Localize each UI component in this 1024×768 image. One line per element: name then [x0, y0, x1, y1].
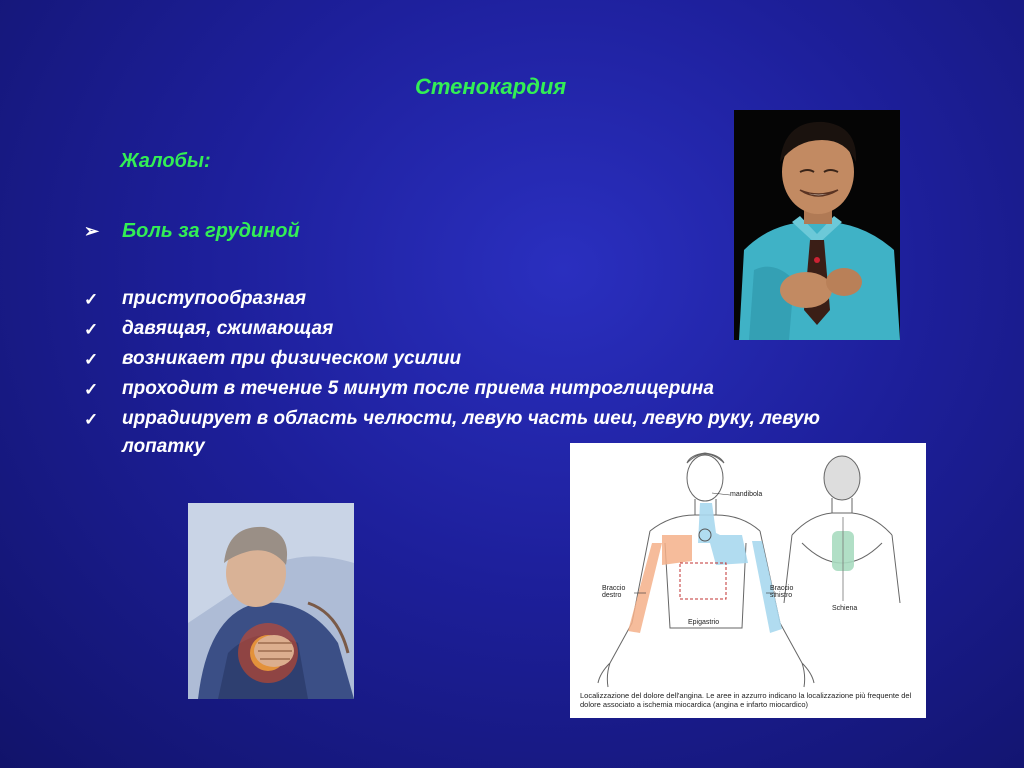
back-figure [784, 456, 900, 603]
list-item-text: иррадиирует в область челюсти, левую часть шеи, левую руку, левую лопатку [122, 408, 820, 457]
list-item-text: давящая, сжимающая [122, 318, 334, 339]
main-point-text: Боль за грудиной [122, 220, 300, 242]
angina-pain-diagram [570, 443, 926, 718]
arrow-bullet-icon: ➢ [84, 221, 100, 241]
list-item-text: приступообразная [122, 288, 307, 309]
label-mandibola: mandibola [730, 491, 763, 498]
slide-title: Стенокардия [415, 74, 567, 99]
list-item [84, 345, 904, 375]
list-item-text: проходит в течение 5 минут после приема нитроглицерина [122, 378, 714, 399]
main-point [84, 220, 300, 243]
checkmark-icon: ✓ [84, 410, 99, 429]
photo-man-chest-pain [734, 110, 900, 340]
label-braccio-sinistro: Braccio sinistro [770, 585, 794, 599]
slide-subtitle: Жалобы: [120, 150, 211, 172]
list-item [84, 375, 904, 405]
front-figure [598, 453, 814, 687]
diagram-caption: Localizzazione del dolore dell'angina. Le aree in azzurro indicano la localizzazione più frequente del dolore associato a ischemia miocardica (angina e infarto miocardico) [580, 691, 912, 709]
checkmark-icon: ✓ [84, 350, 99, 369]
label-braccio-destro: Braccio destro [602, 585, 626, 599]
label-schiena: Schiena [832, 605, 858, 612]
list-item-text: возникает при физическом усилии [122, 348, 462, 369]
label-epigastrio: Epigastrio [688, 619, 720, 626]
checkmark-icon: ✓ [84, 290, 99, 309]
illustration-chest-pain [188, 503, 354, 699]
checkmark-icon: ✓ [84, 380, 99, 399]
checkmark-icon: ✓ [84, 320, 99, 339]
